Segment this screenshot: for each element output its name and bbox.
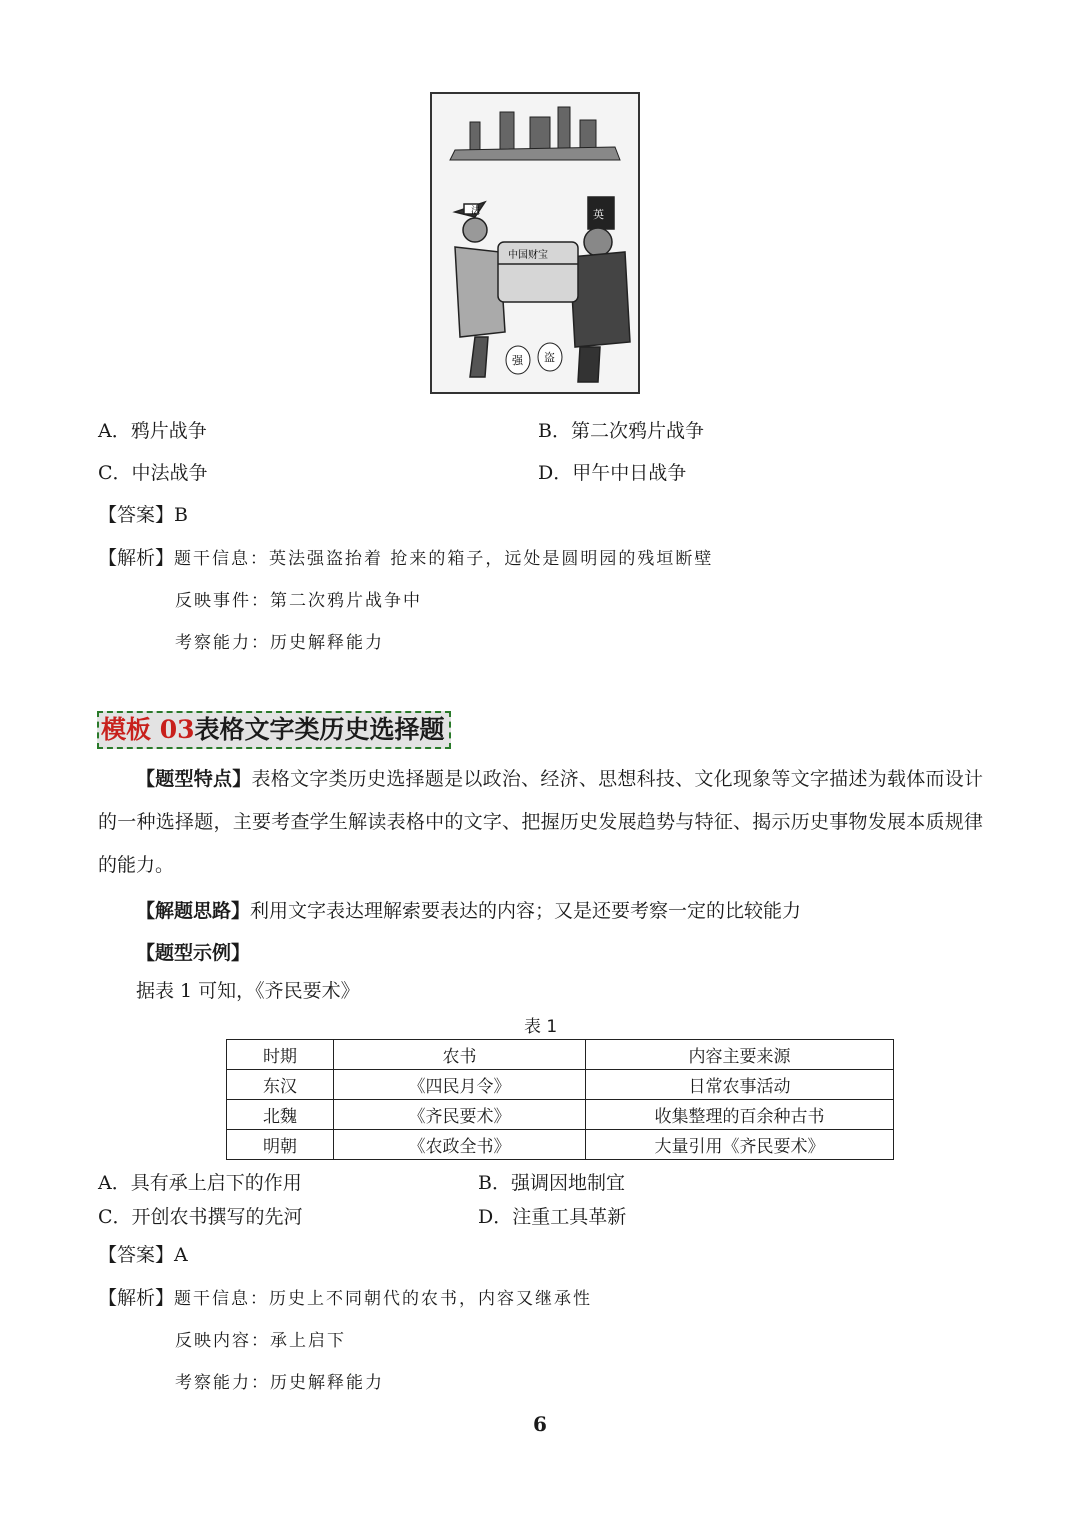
approach-text: 利用文字表达理解索要表达的内容；又是还要考察一定的比较能力 [250, 900, 802, 922]
table-row [227, 1070, 894, 1100]
table-cell: 东汉 [227, 1070, 334, 1100]
table-cell: 收集整理的百余种古书 [586, 1100, 894, 1130]
left-hat-label: 法 [471, 206, 481, 216]
option-letter: C． [98, 1206, 132, 1228]
option-letter: B． [478, 1172, 511, 1194]
q2-option-d [478, 1202, 626, 1229]
q1-analysis-line-1 [98, 543, 713, 570]
answer-label: 【答案】 [98, 1244, 175, 1266]
option-letter: C． [98, 462, 132, 484]
option-text: 中法战争 [131, 462, 208, 484]
table-header-cell: 内容主要来源 [586, 1040, 894, 1070]
answer-value: B [174, 504, 188, 526]
answer-label: 【答案】 [98, 504, 175, 526]
option-text: 开创农书撰写的先河 [131, 1206, 303, 1228]
q1-analysis-line-2: 反映事件：第二次鸦片战争中 [175, 591, 422, 611]
q2-analysis-line-3: 考察能力：历史解释能力 [175, 1373, 384, 1393]
q2-option-b [478, 1168, 625, 1195]
analysis-text: 题干信息：历史上不同朝代的农书，内容又继承性 [174, 1289, 593, 1309]
table-cell: 北魏 [227, 1100, 334, 1130]
q2-answer [98, 1240, 188, 1267]
table-row [227, 1100, 894, 1130]
option-letter: B． [538, 420, 571, 442]
option-text: 具有承上启下的作用 [130, 1172, 302, 1194]
table-cell: 《四民月令》 [334, 1070, 586, 1100]
features-text: 表格文字类历史选择题是以政治、经济、思想科技、文化现象等文字描述为载体而设计的一种选择题，主要考查学生解读表格中的文字、把握历史发展趋势与特征、揭示历史事物发展本质规律的能力。 [98, 768, 983, 876]
option-text: 注重工具革新 [512, 1206, 627, 1228]
boot-left-label: 强 [512, 354, 523, 367]
q2-option-c [98, 1202, 303, 1229]
example-label: 【题型示例】 [136, 942, 251, 964]
answer-value: A [174, 1244, 188, 1266]
features-label: 【题型特点】 [136, 768, 252, 790]
option-letter: D． [478, 1206, 513, 1228]
table-cell: 《农政全书》 [334, 1130, 586, 1160]
table-cell: 日常农事活动 [586, 1070, 894, 1100]
q1-option-d [538, 458, 686, 485]
q1-analysis-line-3: 考察能力：历史解释能力 [175, 633, 384, 653]
table-header-row [227, 1040, 894, 1070]
table-caption: 表 1 [524, 1017, 558, 1037]
option-letter: A． [98, 1172, 131, 1194]
template-prefix: 模板 03 [101, 715, 195, 744]
analysis-text: 题干信息：英法强盗抬着 抢来的箱子，远处是圆明园的残垣断壁 [174, 549, 714, 569]
table-header-cell: 时期 [227, 1040, 334, 1070]
page-number: 6 [533, 1412, 547, 1436]
analysis-label: 【解析】 [98, 547, 175, 569]
template-heading [97, 711, 451, 749]
q1-option-c [98, 458, 208, 485]
table-header-cell: 农书 [334, 1040, 586, 1070]
q2-stem: 据表 1 可知，《齐民要术》 [136, 980, 360, 1002]
option-letter: A． [98, 420, 131, 442]
analysis-label: 【解析】 [98, 1287, 175, 1309]
table-cell: 大量引用《齐民要术》 [586, 1130, 894, 1160]
table-row [227, 1130, 894, 1160]
cartoon-image [430, 92, 640, 394]
option-text: 鸦片战争 [130, 420, 207, 442]
table-cell: 《齐民要术》 [334, 1100, 586, 1130]
option-letter: D． [538, 462, 573, 484]
features-paragraph [98, 758, 983, 887]
option-text: 强调因地制宜 [510, 1172, 625, 1194]
q2-analysis-line-1 [98, 1283, 592, 1310]
q2-option-a [98, 1168, 302, 1195]
q1-answer [98, 500, 188, 527]
table-cell: 明朝 [227, 1130, 334, 1160]
q2-analysis-line-2: 反映内容：承上启下 [175, 1331, 346, 1351]
q1-option-a [98, 416, 207, 443]
right-hat-label: 英 [593, 208, 604, 221]
q1-option-b [538, 416, 704, 443]
approach-label: 【解题思路】 [136, 900, 251, 922]
option-text: 第二次鸦片战争 [570, 420, 704, 442]
template-title: 表格文字类历史选择题 [194, 715, 445, 744]
boot-right-label: 盗 [544, 351, 555, 364]
table-1 [226, 1039, 894, 1160]
chest-label: 中国财宝 [508, 250, 548, 261]
option-text: 甲午中日战争 [572, 462, 687, 484]
approach-line [136, 896, 801, 923]
